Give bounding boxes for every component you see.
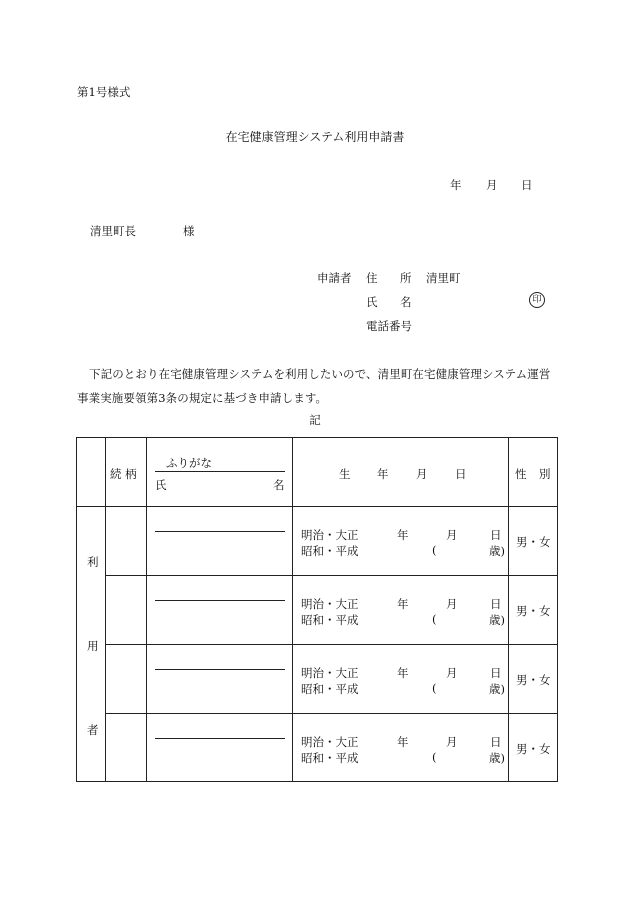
side-label-char: 者 xyxy=(87,723,99,737)
birth-day-label: 日 xyxy=(490,735,502,749)
birth-day-label: 日 xyxy=(490,597,502,611)
era-options-2: 昭和・平成 xyxy=(301,751,359,765)
age-open-paren: ( xyxy=(432,543,437,557)
name-label-1: 氏 xyxy=(366,295,378,309)
phone-label: 電話番号 xyxy=(366,319,412,333)
sex-options: 男・女 xyxy=(516,742,551,756)
age-label: 歳) xyxy=(489,751,505,765)
column-divider xyxy=(508,437,509,782)
name-label-2: 名 xyxy=(400,295,412,309)
birth-year-label: 年 xyxy=(397,735,409,749)
header-birth-4: 日 xyxy=(455,467,467,481)
age-open-paren: ( xyxy=(432,612,437,626)
table-bottom-border xyxy=(76,781,558,782)
era-options-1: 明治・大正 xyxy=(301,735,359,749)
row-divider xyxy=(105,575,558,576)
document-title: 在宅健康管理システム利用申請書 xyxy=(225,130,405,144)
ki-label: 記 xyxy=(309,413,321,427)
table-header-divider xyxy=(76,506,558,507)
header-birth-1: 生 xyxy=(339,467,351,481)
table-top-border xyxy=(76,437,558,438)
address-value: 清里町 xyxy=(426,271,461,285)
sex-options: 男・女 xyxy=(516,673,551,687)
header-relationship: 続 柄 xyxy=(110,467,137,481)
birth-month-label: 月 xyxy=(446,666,458,680)
date-year-label: 年 xyxy=(450,178,462,192)
furigana-line xyxy=(155,600,285,601)
side-label-char: 用 xyxy=(87,639,99,653)
era-options-1: 明治・大正 xyxy=(301,597,359,611)
age-label: 歳) xyxy=(489,682,505,696)
furigana-line xyxy=(155,669,285,670)
header-name-2: 名 xyxy=(273,478,285,492)
column-divider xyxy=(292,437,293,782)
address-label-1: 住 xyxy=(366,271,378,285)
era-options-2: 昭和・平成 xyxy=(301,682,359,696)
date-day-label: 日 xyxy=(521,178,533,192)
birth-year-label: 年 xyxy=(397,597,409,611)
birth-year-label: 年 xyxy=(397,528,409,542)
furigana-line xyxy=(155,738,285,739)
age-open-paren: ( xyxy=(432,681,437,695)
side-label-char: 利 xyxy=(87,555,99,569)
header-birth-2: 年 xyxy=(377,467,389,481)
sex-options: 男・女 xyxy=(516,535,551,549)
body-paragraph: 下記のとおり在宅健康管理システムを利用したいので、清里町在宅健康管理システム運営事業実施要領第3条の規定に基づき申請します。 xyxy=(77,367,551,405)
era-options-1: 明治・大正 xyxy=(301,528,359,542)
era-options-1: 明治・大正 xyxy=(301,666,359,680)
era-options-2: 昭和・平成 xyxy=(301,544,359,558)
birth-day-label: 日 xyxy=(490,666,502,680)
furigana-divider-line xyxy=(155,471,285,472)
applicant-label: 申請者 xyxy=(317,271,352,285)
age-label: 歳) xyxy=(489,613,505,627)
table-left-border xyxy=(76,437,77,782)
header-sex-2: 別 xyxy=(539,467,551,481)
address-label-2: 所 xyxy=(400,271,412,285)
birth-month-label: 月 xyxy=(446,597,458,611)
birth-year-label: 年 xyxy=(397,666,409,680)
column-divider xyxy=(105,437,106,782)
furigana-line xyxy=(155,531,285,532)
birth-month-label: 月 xyxy=(446,735,458,749)
sex-options: 男・女 xyxy=(516,604,551,618)
addressee-honorific: 様 xyxy=(183,224,195,238)
form-number: 第1号様式 xyxy=(77,85,131,99)
header-birth-3: 月 xyxy=(416,467,428,481)
era-options-2: 昭和・平成 xyxy=(301,613,359,627)
date-month-label: 月 xyxy=(486,178,498,192)
age-open-paren: ( xyxy=(432,750,437,764)
row-divider xyxy=(105,713,558,714)
row-divider xyxy=(105,644,558,645)
header-sex-1: 性 xyxy=(515,467,527,481)
birth-day-label: 日 xyxy=(490,528,502,542)
seal-mark: 印 xyxy=(529,292,545,308)
header-name-1: 氏 xyxy=(155,478,167,492)
table-right-border xyxy=(557,437,558,782)
column-divider xyxy=(146,437,147,782)
birth-month-label: 月 xyxy=(446,528,458,542)
header-furigana: ふりがな xyxy=(166,456,212,470)
addressee-name: 清里町長 xyxy=(90,224,136,238)
age-label: 歳) xyxy=(489,544,505,558)
